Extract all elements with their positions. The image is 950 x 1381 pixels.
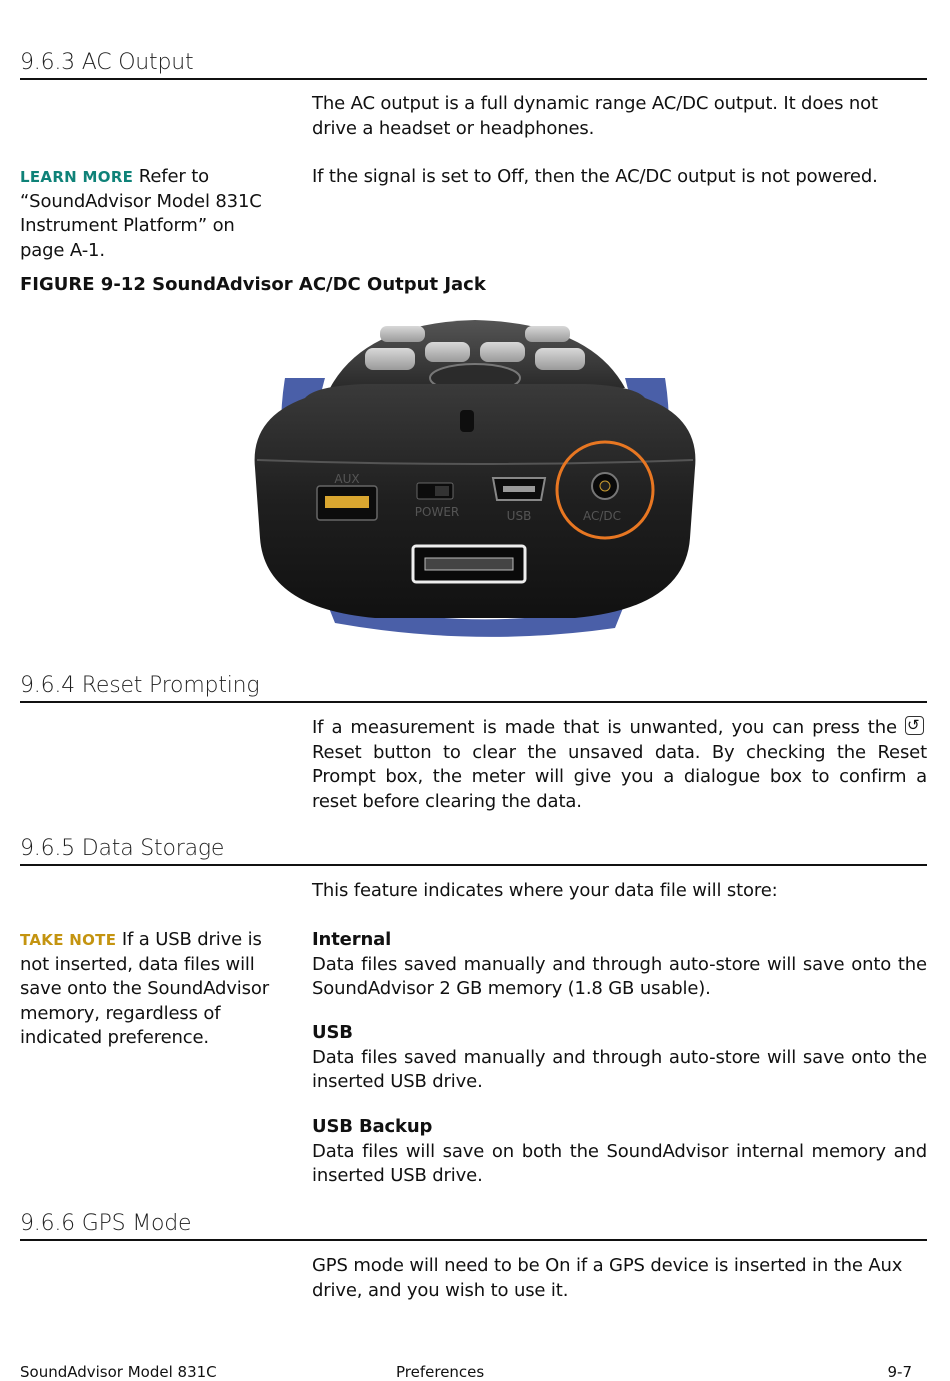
storage-option-usb [312,1021,927,1095]
device-illustration [245,318,705,638]
acdc-jack-label: AC/DC [582,509,622,523]
learn-more-text: Refer to “SoundAdvisor Model 831C Instrument Platform” on page A-1. [20,166,262,261]
section-heading-reset-prompting: 9.6.4 Reset Prompting [20,673,927,703]
screw-notch [460,410,474,432]
storage-description: Data files will save on both the SoundAdvisor internal memory and inserted USB drive. [312,1140,927,1186]
footer-chapter-title: Preferences [396,1363,485,1381]
gps-mode-paragraph: GPS mode will need to be On if a GPS device is inserted in the Aux drive, and you wish to use it. [312,1255,903,1301]
take-note-tag: TAKE NOTE [20,931,117,949]
reset-text-before-icon: If a measurement is made that is unwanted, you can press the [312,717,897,738]
section-heading-gps-mode: 9.6.6 GPS Mode [20,1211,927,1241]
reset-icon [905,716,924,735]
storage-term: USB Backup [312,1116,433,1137]
storage-description: Data files saved manually and through auto-store will save onto the SoundAdvisor 2 GB memory (1.8 GB usable). [312,953,927,999]
storage-option-usb-backup [312,1115,927,1189]
reset-prompting-paragraph [312,716,927,814]
usb-port-label: USB [506,509,532,523]
storage-term: USB [312,1022,353,1043]
storage-term: Internal [312,929,392,950]
power-switch-label: POWER [414,505,460,519]
reset-text-after-icon: Reset button to clear the unsaved data. By checking the Reset Prompt box, the meter will give you a dialogue box to confirm a reset before clearing the data. [312,741,927,812]
device-photo [245,318,705,638]
learn-more-tag: LEARN MORE [20,168,134,186]
ac-output-paragraph-1: The AC output is a full dynamic range AC/DC output. It does not drive a headset or headphones. [312,93,878,139]
ac-output-paragraph-2: If the signal is set to Off, then the AC/DC output is not powered. [312,166,878,187]
figure-caption: FIGURE 9-12 SoundAdvisor AC/DC Output Jack [20,274,486,295]
storage-option-internal [312,928,927,1002]
section-heading-data-storage: 9.6.5 Data Storage [20,836,927,866]
learn-more-note [20,165,282,263]
storage-description: Data files saved manually and through auto-store will save onto the inserted USB drive. [312,1046,927,1092]
take-note [20,928,282,1051]
footer-product-name: SoundAdvisor Model 831C [20,1363,217,1381]
aux-port-label: AUX [334,472,360,486]
footer-page-number: 9-7 [887,1363,912,1381]
take-note-text: If a USB drive is not inserted, data files will save onto the SoundAdvisor memory, regardless of indicated preference. [20,929,269,1048]
data-storage-intro: This feature indicates where your data file will store: [312,880,778,901]
section-heading-ac-output: 9.6.3 AC Output [20,50,927,80]
